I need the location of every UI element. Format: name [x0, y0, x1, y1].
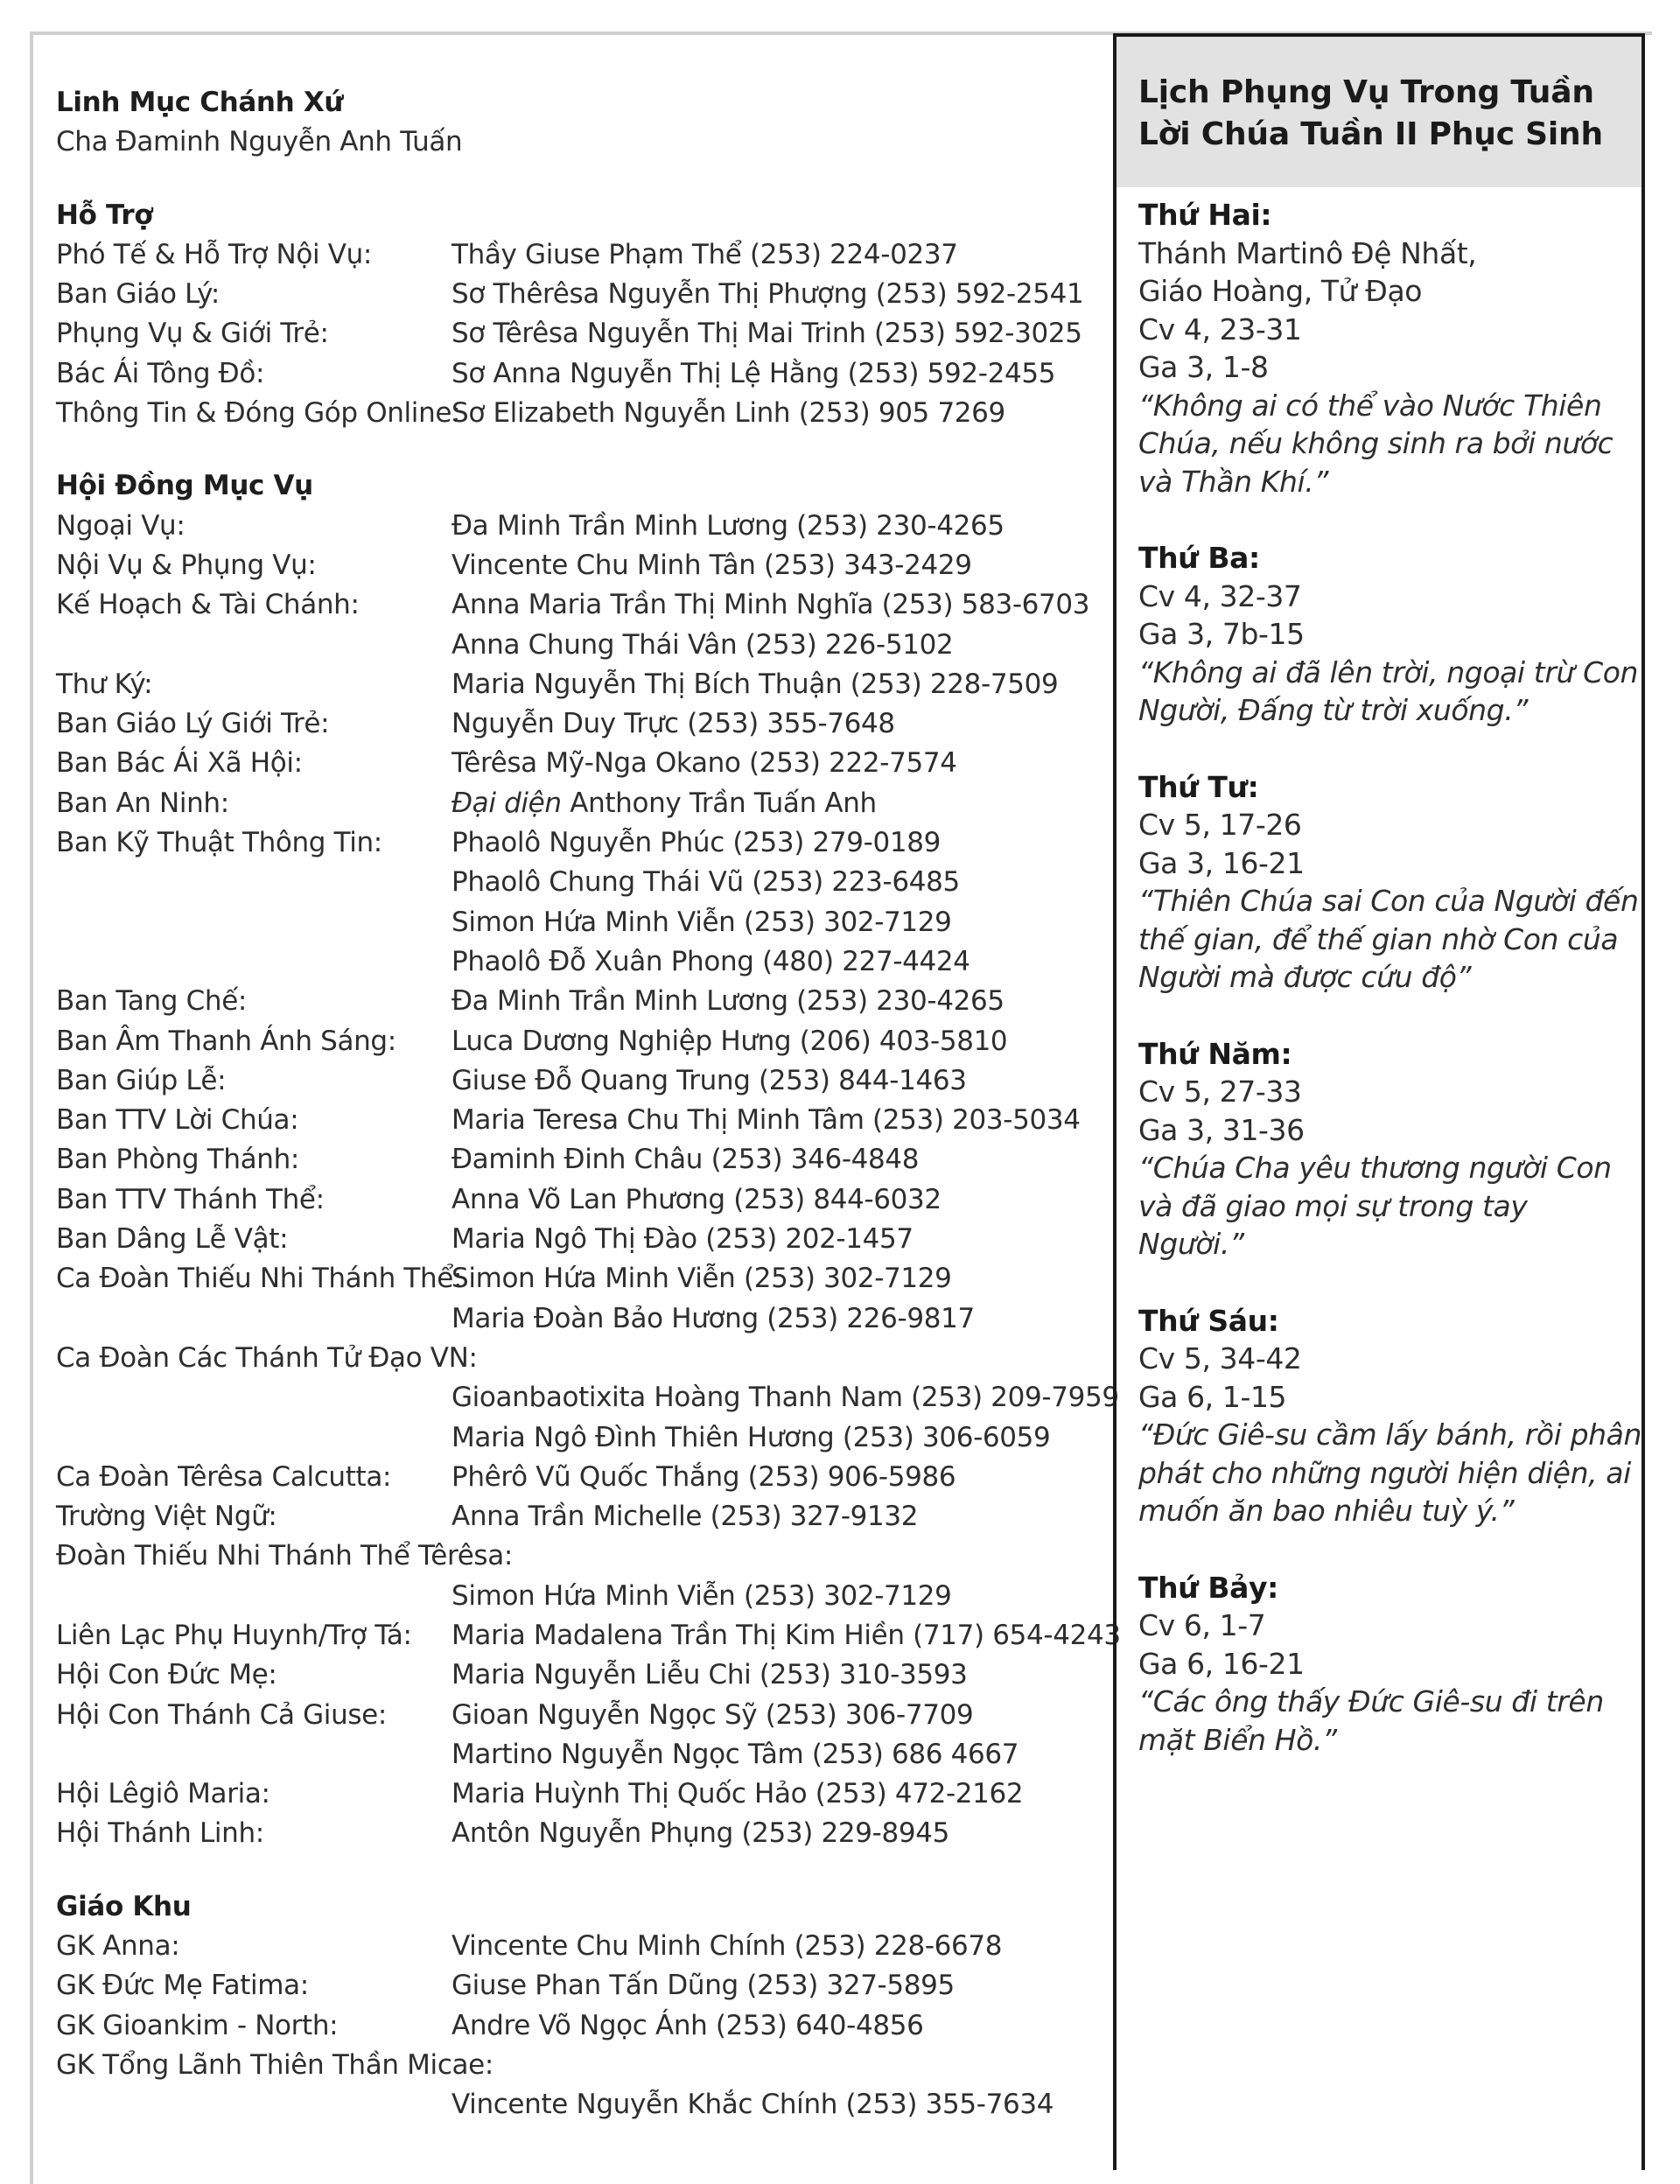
row-value: Vincente Nguyễn Khắc Chính (253) 355-7634	[452, 2089, 1054, 2121]
row-value: Têrêsa Mỹ-Nga Okano (253) 222-7574	[452, 747, 957, 780]
row-value: Phaolô Chung Thái Vũ (253) 223-6485	[452, 866, 960, 899]
row-label: Kế Hoạch & Tài Chánh:	[56, 589, 360, 621]
liturgy-day	[1138, 1035, 1642, 1264]
row-label: Hội Thánh Linh:	[56, 1817, 264, 1850]
day-reading: Ga 6, 16-21	[1138, 1646, 1305, 1681]
directory-row	[56, 1616, 1121, 1656]
directory-row	[56, 1140, 1097, 1180]
directory-row	[56, 1966, 1097, 2006]
row-label: Hội Con Thánh Cả Giuse:	[56, 1698, 387, 1731]
row-label: Ban TTV Lời Chúa:	[56, 1104, 299, 1137]
row-value: Đa Minh Trần Minh Lương (253) 230-4265	[452, 509, 1004, 542]
day-reading: Cv 4, 32-37	[1138, 578, 1302, 613]
day-reading: Thánh Martinô Đệ Nhất,	[1138, 235, 1477, 270]
day-quote: “Thiên Chúa sai Con của Người đến thế gian, để thế gian nhờ Con của Người mà được cứu độ”	[1138, 884, 1639, 994]
day-title: Thứ Năm:	[1138, 1036, 1292, 1071]
row-label	[56, 626, 452, 665]
row-value-text: Anthony Trần Tuấn Anh	[561, 787, 877, 819]
directory-row	[56, 863, 1097, 902]
liturgy-header	[1116, 37, 1642, 187]
row-label	[56, 1735, 452, 1774]
directory-row	[56, 1536, 1097, 1576]
directory-row	[56, 1696, 1097, 1735]
row-label: Ban Dâng Lễ Vật:	[56, 1223, 289, 1256]
districts-title: Giáo Khu	[56, 1890, 192, 1922]
directory-column	[56, 83, 1121, 2159]
directory-row	[56, 1259, 1097, 1298]
directory-row	[56, 1022, 1097, 1061]
directory-row	[56, 1656, 1097, 1695]
row-value: Vincente Chu Minh Chính (253) 228-6678	[452, 1930, 1003, 1963]
row-label: Hội Lêgiô Maria:	[56, 1778, 270, 1810]
row-value: Nguyễn Duy Trực (253) 355-7648	[452, 708, 895, 740]
row-label: GK Đức Mẹ Fatima:	[56, 1970, 309, 2002]
directory-row	[56, 1577, 1097, 1616]
day-reading: Cv 5, 34-42	[1138, 1341, 1302, 1376]
liturgy-day	[1138, 768, 1642, 997]
row-value: Andre Võ Ngọc Ánh (253) 640-4856	[452, 2009, 924, 2041]
support-rows	[56, 235, 1097, 433]
directory-row	[56, 235, 1097, 275]
council-title: Hội Đồng Mục Vụ	[56, 470, 313, 502]
liturgy-day	[1138, 1302, 1642, 1530]
row-label: Ban Giáo Lý:	[56, 278, 220, 311]
day-title: Thứ Hai:	[1138, 198, 1272, 232]
day-reading: Cv 6, 1-7	[1138, 1608, 1266, 1642]
directory-row	[56, 1497, 1097, 1536]
day-reading: Ga 6, 1-15	[1138, 1379, 1287, 1414]
day-quote: “Các ông thấy Đức Giê-su đi trên mặt Biển Hồ.”	[1138, 1684, 1604, 1757]
directory-row	[56, 585, 1097, 625]
row-label: Ban Tang Chế:	[56, 985, 248, 1018]
day-title: Thứ Bảy:	[1138, 1570, 1278, 1605]
row-value	[478, 1339, 1097, 1378]
day-quote: “Không ai đã lên trời, ngoại trừ Con Người, Đấng từ trời xuống.”	[1138, 654, 1639, 727]
row-value: Sơ Elizabeth Nguyễn Linh (253) 905 7269	[452, 397, 1005, 430]
directory-row	[56, 784, 1097, 823]
support-title: Hỗ Trợ	[56, 199, 153, 231]
directory-row	[56, 1061, 1097, 1101]
row-label: Phó Tế & Hỗ Trợ Nội Vụ:	[56, 238, 372, 270]
row-value: Simon Hứa Minh Viễn (253) 302-7129	[452, 1579, 952, 1612]
directory-row	[56, 2046, 1097, 2085]
row-value: Thầy Giuse Phạm Thể (253) 224-0237	[452, 238, 958, 270]
row-value: Phêrô Vũ Quốc Thắng (253) 906-5986	[452, 1460, 956, 1493]
directory-row	[56, 626, 1097, 665]
row-label	[56, 863, 452, 902]
row-value: Anna Chung Thái Vân (253) 226-5102	[452, 628, 954, 661]
day-title: Thứ Tư:	[1138, 769, 1259, 804]
row-value: Giuse Phan Tấn Dũng (253) 327-5895	[452, 1970, 955, 2002]
row-label: Ban Phòng Thánh:	[56, 1144, 299, 1176]
row-value: Simon Hứa Minh Viễn (253) 302-7129	[452, 1263, 952, 1295]
row-label	[56, 2085, 452, 2124]
row-value: Đa Minh Trần Minh Lương (253) 230-4265	[452, 985, 1004, 1018]
day-reading: Cv 5, 27-33	[1138, 1074, 1302, 1109]
liturgy-day	[1138, 539, 1642, 730]
directory-row	[56, 1927, 1097, 1966]
row-value: Maria Nguyễn Thị Bích Thuận (253) 228-7509	[452, 668, 1059, 700]
row-value: Luca Dương Nghiệp Hưng (206) 403-5810	[452, 1025, 1008, 1057]
row-value: Đaminh Đinh Châu (253) 346-4848	[452, 1144, 920, 1176]
pastor-title: Linh Mục Chánh Xứ	[56, 87, 344, 118]
directory-row	[56, 1101, 1097, 1140]
row-value: Gioanbaotixita Hoàng Thanh Nam (253) 209-7959	[452, 1382, 1119, 1414]
row-label: Ban An Ninh:	[56, 787, 229, 819]
row-value: Anna Trần Michelle (253) 327-9132	[452, 1501, 919, 1533]
row-value	[494, 2046, 1097, 2085]
districts-rows	[56, 1927, 1097, 2124]
directory-row	[56, 1418, 1097, 1458]
directory-row	[56, 1458, 1097, 1497]
liturgy-title-line1: Lịch Phụng Vụ Trong Tuần	[1138, 74, 1594, 110]
row-value: Gioan Nguyễn Ngọc Sỹ (253) 306-7709	[452, 1698, 974, 1731]
row-value: Simon Hứa Minh Viễn (253) 302-7129	[452, 906, 952, 938]
row-label: Hội Con Đức Mẹ:	[56, 1659, 277, 1691]
directory-row	[56, 2006, 1097, 2046]
row-value-italic: Đại diện	[452, 787, 562, 819]
row-label	[56, 903, 452, 942]
row-label: Nội Vụ & Phụng Vụ:	[56, 549, 317, 581]
directory-row	[56, 1339, 1097, 1378]
districts-section	[56, 1887, 1097, 2125]
day-reading: Cv 5, 17-26	[1138, 808, 1302, 842]
day-quote: “Không ai có thể vào Nước Thiên Chúa, nếu không sinh ra bởi nước và Thần Khí.”	[1138, 388, 1614, 499]
day-reading: Cv 4, 23-31	[1138, 312, 1302, 346]
row-label: GK Anna:	[56, 1930, 180, 1963]
row-label	[56, 1577, 452, 1616]
row-label: Thư Ký:	[56, 668, 153, 700]
row-label: Ban Kỹ Thuật Thông Tin:	[56, 827, 382, 859]
row-value: Maria Huỳnh Thị Quốc Hảo (253) 472-2162	[452, 1778, 1024, 1810]
row-value: Vincente Chu Minh Tân (253) 343-2429	[452, 549, 972, 581]
directory-row	[56, 1299, 1097, 1339]
row-label: Ca Đoàn Các Thánh Tử Đạo VN:	[56, 1341, 478, 1374]
directory-row	[56, 275, 1097, 314]
directory-row	[56, 823, 1097, 863]
directory-row	[56, 744, 1097, 783]
row-value: Sơ Anna Nguyễn Thị Lệ Hằng (253) 592-2455	[452, 357, 1056, 389]
day-title: Thứ Ba:	[1138, 541, 1260, 575]
row-value: Sơ Têrêsa Nguyễn Thị Mai Trinh (253) 592-3025	[452, 318, 1082, 350]
row-label	[56, 942, 452, 982]
day-quote: “Chúa Cha yêu thương người Con và đã giao mọi sự trong tay Người.”	[1138, 1151, 1612, 1261]
row-value: Maria Teresa Chu Thị Minh Tâm (253) 203-5034	[452, 1104, 1081, 1137]
council-section	[56, 466, 1121, 1853]
row-label: Ban TTV Thánh Thể:	[56, 1183, 325, 1215]
row-label: Ban Bác Ái Xã Hội:	[56, 747, 303, 780]
directory-row	[56, 394, 1097, 433]
row-label	[56, 1418, 452, 1458]
day-title: Thứ Sáu:	[1138, 1303, 1279, 1338]
directory-row	[56, 1735, 1097, 1774]
row-label: Phụng Vụ & Giới Trẻ:	[56, 318, 329, 350]
directory-row	[56, 2085, 1097, 2124]
row-value: Maria Đoàn Bảo Hương (253) 226-9817	[452, 1302, 975, 1334]
row-value: Maria Nguyễn Liễu Chi (253) 310-3593	[452, 1659, 968, 1691]
directory-row	[56, 1378, 1119, 1418]
directory-row	[56, 507, 1097, 546]
pastor-name: Cha Đaminh Nguyễn Anh Tuấn	[56, 126, 463, 158]
row-label: Bác Ái Tông Đồ:	[56, 357, 265, 389]
row-value: Martino Nguyễn Ngọc Tâm (253) 686 4667	[452, 1738, 1019, 1770]
row-label: GK Gioankim - North:	[56, 2009, 339, 2041]
liturgy-days	[1116, 187, 1642, 1759]
directory-row	[56, 942, 1097, 982]
row-value: Maria Ngô Thị Đào (253) 202-1457	[452, 1223, 914, 1256]
row-value: Antôn Nguyễn Phụng (253) 229-8945	[452, 1817, 949, 1850]
row-label: Liên Lạc Phụ Huynh/Trợ Tá:	[56, 1619, 412, 1651]
row-label	[56, 1378, 452, 1418]
liturgy-day	[1138, 1569, 1642, 1760]
directory-row	[56, 1774, 1097, 1814]
directory-row	[56, 1220, 1097, 1259]
day-reading: Ga 3, 7b-15	[1138, 617, 1305, 651]
liturgy-title-line2: Lời Chúa Tuần II Phục Sinh	[1138, 116, 1603, 152]
row-label: Ngoại Vụ:	[56, 509, 186, 542]
council-rows	[56, 507, 1121, 1854]
directory-row	[56, 1180, 1097, 1220]
directory-row	[56, 903, 1097, 942]
row-value: Anna Maria Trần Thị Minh Nghĩa (253) 583-6703	[452, 589, 1090, 621]
support-section	[56, 196, 1097, 434]
row-value	[452, 784, 1097, 823]
pastor-section	[56, 83, 1097, 163]
row-value: Anna Võ Lan Phương (253) 844-6032	[452, 1183, 942, 1215]
row-label: Đoàn Thiếu Nhi Thánh Thể Têrêsa:	[56, 1540, 513, 1572]
row-label: Thông Tin & Đóng Góp Online:	[56, 397, 461, 430]
day-reading: Ga 3, 31-36	[1138, 1112, 1305, 1147]
row-label: GK Tổng Lãnh Thiên Thần Micae:	[56, 2048, 494, 2081]
row-value: Maria Ngô Đình Thiên Hương (253) 306-6059	[452, 1421, 1051, 1453]
row-label: Ban Giúp Lễ:	[56, 1064, 227, 1096]
day-quote: “Đức Giê-su cầm lấy bánh, rồi phân phát cho những người hiện diện, ai muốn ăn bao nhiêu tuỳ ý.”	[1138, 1418, 1642, 1528]
liturgy-box	[1113, 33, 1645, 2170]
row-label	[56, 1299, 452, 1339]
directory-row	[56, 546, 1097, 585]
row-value	[513, 1536, 1097, 1576]
row-label: Ban Âm Thanh Ánh Sáng:	[56, 1025, 396, 1057]
directory-row	[56, 665, 1097, 704]
row-value: Giuse Đỗ Quang Trung (253) 844-1463	[452, 1064, 967, 1096]
directory-row	[56, 314, 1097, 354]
row-value: Maria Madalena Trần Thị Kim Hiền (717) 654-4243	[452, 1619, 1121, 1651]
directory-row	[56, 354, 1097, 394]
row-label: Trường Việt Ngữ:	[56, 1501, 277, 1533]
day-reading: Ga 3, 16-21	[1138, 845, 1305, 880]
row-value: Sơ Thêrêsa Nguyễn Thị Phượng (253) 592-2541	[452, 278, 1084, 311]
row-value: Phaolô Đỗ Xuân Phong (480) 227-4424	[452, 945, 970, 977]
directory-row	[56, 704, 1097, 744]
row-label: Ban Giáo Lý Giới Trẻ:	[56, 708, 330, 740]
liturgy-day	[1138, 196, 1642, 500]
day-reading: Giáo Hoàng, Tử Đạo	[1138, 274, 1423, 308]
row-value: Phaolô Nguyễn Phúc (253) 279-0189	[452, 827, 941, 859]
directory-row	[56, 982, 1097, 1021]
row-label: Ca Đoàn Thiếu Nhi Thánh Thể:	[56, 1263, 463, 1295]
directory-row	[56, 1814, 1097, 1853]
day-reading: Ga 3, 1-8	[1138, 350, 1269, 384]
row-label: Ca Đoàn Têrêsa Calcutta:	[56, 1460, 392, 1493]
